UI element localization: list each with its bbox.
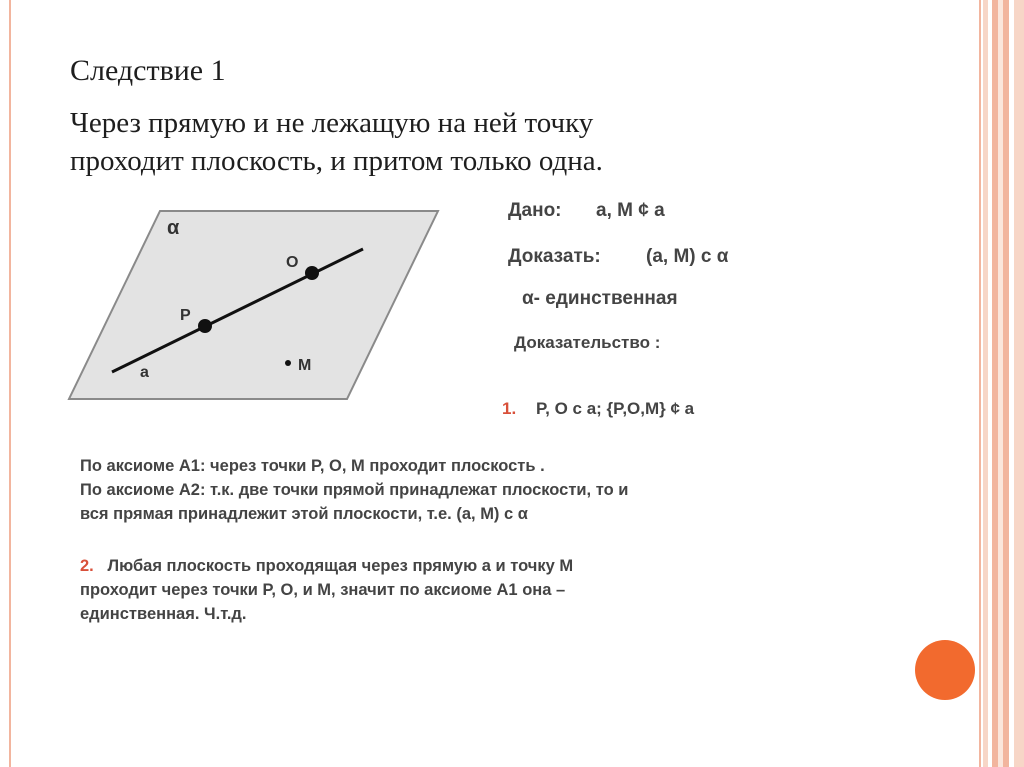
point-o-dot — [305, 266, 319, 280]
step1-line-3: вся прямая принадлежит этой плоскости, т.е. (a, M) с α — [80, 505, 528, 523]
step2-number: 2. — [80, 557, 94, 575]
side-stripe — [1014, 0, 1024, 767]
step2-line-3: единственная. Ч.т.д. — [80, 605, 247, 623]
step1-text: P, O с a; {P,O,M} ¢ a — [536, 399, 695, 418]
point-o-label: O — [286, 254, 299, 271]
plane-label: α — [167, 217, 180, 239]
plane-alpha — [69, 211, 438, 399]
point-m-dot — [285, 360, 291, 366]
step2-first-text: Любая плоскость проходящая через прямую a и точку M — [107, 557, 574, 575]
corollary-statement — [70, 104, 830, 176]
statement-line-1: Через прямую и не лежащую на ней точку — [70, 107, 594, 139]
point-m-label: M — [298, 357, 312, 374]
plane-figure — [60, 200, 450, 410]
decorative-orange-circle — [915, 640, 975, 700]
step2-explanation — [80, 554, 573, 626]
step1-line-2: По аксиоме А2: т.к. две точки прямой принадлежат плоскости, то и — [80, 481, 629, 499]
step1-number: 1. — [502, 399, 517, 418]
step2-line-2: проходит через точки P, O, и M, значит по аксиоме А1 она – — [80, 581, 566, 599]
point-p-label: P — [180, 307, 191, 324]
proof-heading: Доказательство : — [514, 333, 661, 352]
statement-line-2: проходит плоскость, и притом только одна. — [70, 145, 603, 176]
side-stripes — [983, 0, 1024, 767]
prove-value: (a, M) с α — [646, 246, 729, 267]
step2-line-1 — [80, 554, 573, 578]
step1-line-1: По аксиоме А1: через точки P, O, M проходит плоскость . — [80, 457, 545, 475]
step1-explanation — [80, 454, 628, 526]
prove-label: Доказать: — [508, 246, 601, 267]
slide-title: Следствие 1 — [70, 54, 226, 87]
line-label: a — [140, 364, 149, 381]
point-p-dot — [198, 319, 212, 333]
uniqueness-claim: α- единственная — [522, 288, 678, 309]
given-value: a, M ¢ a — [596, 200, 665, 221]
given-label: Дано: — [508, 200, 562, 221]
